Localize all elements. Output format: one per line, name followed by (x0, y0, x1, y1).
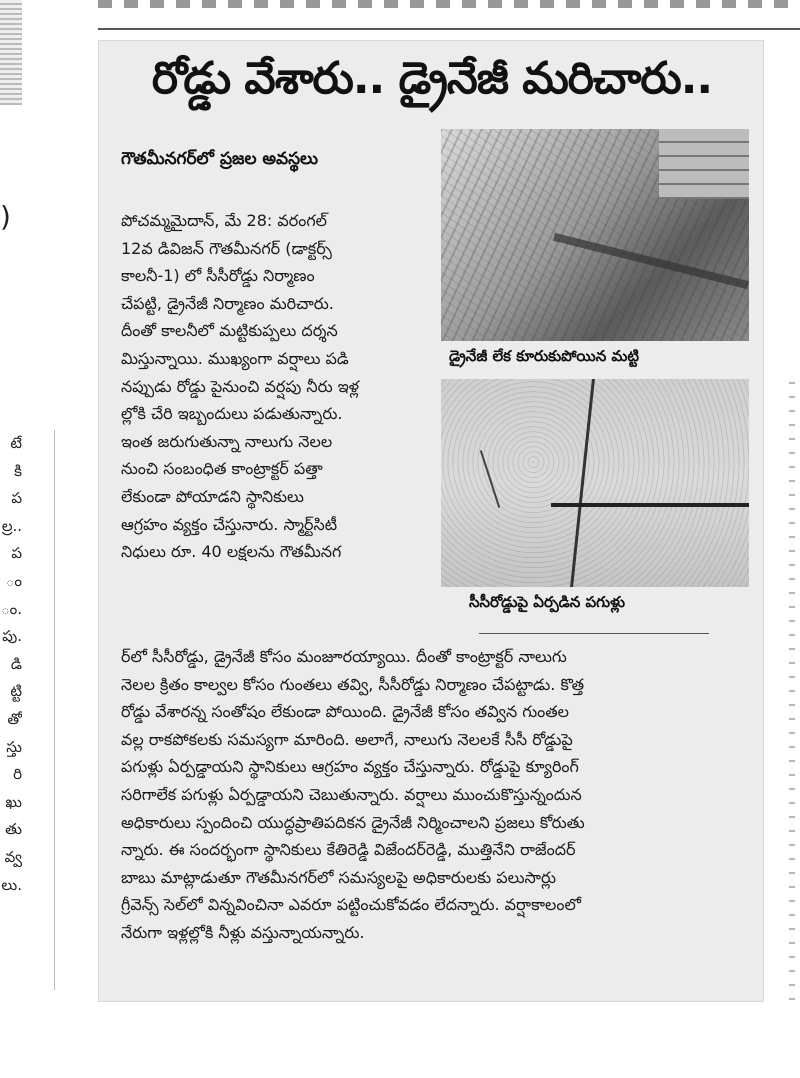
body-line: పోచమ్మమైదాన్, మే 28: వరంగల్ (121, 211, 328, 230)
body-line: నేరుగా ఇళ్లల్లోకి నీళ్లు వస్తున్నాయన్నారు. (121, 922, 365, 942)
body-line: మిస్తున్నాయి. ముఖ్యంగా వర్షాలు పడి (121, 348, 349, 368)
body-line: బాబు మాట్లాడుతూ గౌతమీనగర్‌లో సమస్యలపై అధికారులకు పలుసార్లు (121, 867, 556, 887)
body-line: లేకుండా పోయాడని స్థానికులు (121, 486, 304, 506)
body-line: చేపట్టి, డ్రైనేజీ నిర్మాణం మరిచారు. (121, 293, 334, 313)
body-line: 12వ డివిజన్ గౌతమీనగర్ (డాక్టర్స్ (121, 238, 332, 258)
left-column-line: టే (10, 434, 22, 452)
left-photo-edge (0, 0, 22, 105)
left-column-line: కి (14, 461, 22, 480)
right-edge-dots (789, 380, 795, 1000)
body-line: నెలల క్రితం కాల్వల కోసం గుంతలు తవ్వి, సీసీరోడ్డు నిర్మాణం చేపట్టాడు. కొత్త (121, 674, 585, 694)
left-column-text (0, 430, 22, 899)
left-column-line: ం. (0, 599, 22, 618)
left-column-line: ల్ర.. (1, 516, 22, 535)
photo1-caption: డ్రైనేజీ లేక కూరుకుపోయిన మట్టి (449, 347, 639, 365)
article-subheading: గౌతమీనగర్‌లో ప్రజల అవస్థలు (121, 149, 318, 169)
road-crack (570, 379, 595, 587)
body-line: పగుళ్లు ఏర్పడ్డాయని స్థానికులు ఆగ్రహం వ్యక్తం చేస్తున్నారు. రోడ్డుపై క్యూరింగ్ (121, 757, 579, 777)
article-body-narrow (121, 207, 431, 566)
left-column-line: పు. (2, 627, 22, 646)
soil-mound-photo (441, 129, 749, 341)
body-line: నిధులు రూ. 40 లక్షలను గౌతమీనగ (121, 542, 342, 562)
left-column-line: ప (11, 544, 22, 563)
body-line: ర్‌లో సీసీరోడ్డు, డ్రైనేజీ కోసం మంజూరయ్యాయి. దీంతో కాంట్రాక్టర్ నాలుగు (121, 647, 567, 666)
left-column-line: వ్వ (4, 847, 22, 866)
left-column-line: ం (5, 571, 22, 590)
caption-underline (479, 633, 709, 634)
left-column-line: తు (5, 820, 22, 839)
column-divider (54, 430, 55, 990)
top-divider (98, 28, 800, 30)
previous-article-text-strip (98, 0, 800, 8)
left-column-line: ఖు (5, 792, 22, 811)
left-column-line: తో (7, 709, 22, 728)
left-column-line: లు. (1, 875, 22, 894)
article-body-wide (121, 643, 747, 947)
left-column-line: రి (13, 765, 22, 784)
photo2-caption: సీసీరోడ్డుపై ఏర్పడిన పగుళ్లు (469, 593, 626, 611)
left-column-line: ట్టి (10, 682, 22, 701)
body-line: ఆగ్రహం వ్యక్తం చేస్తునారు. స్మార్ట్‌సిటీ (121, 514, 338, 534)
news-article (98, 40, 764, 1002)
brick-wall-detail (659, 129, 749, 199)
body-line: దీంతో కాలనీలో మట్టికుప్పలు దర్శన (121, 321, 338, 341)
road-crack-small (480, 450, 500, 508)
body-line: రోడ్డు వేశారన్న సంతోషం లేకుండా పోయింది. డ్రైనేజీ కోసం తవ్విన గుంతల (121, 702, 570, 722)
body-line: నుంచి సంబంధిత కాంట్రాక్టర్ పత్తా (121, 459, 323, 479)
pipe-detail (553, 233, 749, 289)
body-line: ల్లోకి చేరి ఇబ్బందులు పడుతున్నారు. (121, 404, 343, 424)
road-joint-line (551, 503, 749, 507)
left-column-brace: ) (0, 200, 11, 233)
body-line: కాలనీ-1) లో సీసీరోడ్డు నిర్మాణం (121, 266, 315, 286)
left-column-line: డి (10, 654, 22, 673)
article-headline: రోడ్డు వేశారు.. డ్రైనేజీ మరిచారు.. (151, 53, 713, 104)
body-line: సరిగాలేక పగుళ్లు ఏర్పడ్డాయని చెబుతున్నారు. వర్షాలు ముంచుకొస్తున్నందున (121, 784, 582, 804)
body-line: గ్రీవెన్స్ సెల్‌లో విన్నవించినా ఎవరూ పట్టించుకోవడం లేదన్నారు. వర్షాకాలంలో (121, 895, 581, 915)
body-line: వల్ల రాకపోకలకు సమస్యగా మారింది. అలాగే, నాలుగు నెలలకే సీసీ రోడ్డుపై (121, 729, 573, 749)
body-line: ఇంత జరుగుతున్నా నాలుగు నెలల (121, 431, 333, 451)
left-column-line: స్తు (6, 737, 22, 756)
body-line: అధికారులు స్పందించి యుద్ధప్రాతిపదికన డ్రైనేజీ నిర్మించాలని ప్రజలు కోరుతు (121, 812, 585, 832)
body-line: న్నారు. ఈ సందర్భంగా స్థానికులు కేతిరెడ్డి విజేందర్‌రెడ్డి, ముత్తినేని రాజేందర్ (121, 840, 576, 860)
left-column-line: ప (11, 489, 22, 508)
body-line: నప్పుడు రోడ్డు పైనుంచి వర్షపు నీరు ఇళ్ల (121, 376, 360, 396)
cracked-road-photo (441, 379, 749, 587)
